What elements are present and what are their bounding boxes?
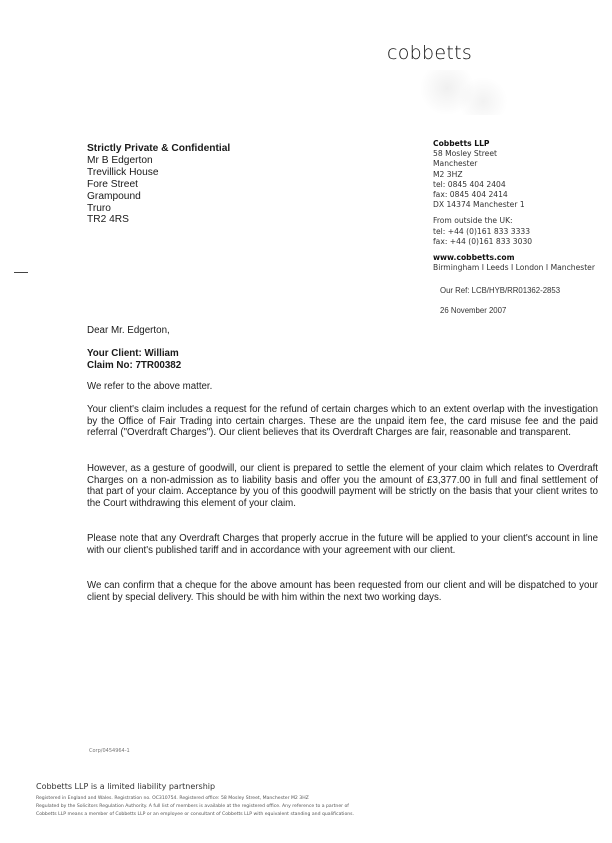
recipient-line: Trevillick House (87, 166, 159, 178)
outside-uk-label: From outside the UK: (433, 216, 513, 226)
firm-offices: Birmingham I Leeds I London I Manchester (433, 263, 595, 273)
firm-intl-fax: fax: +44 (0)161 833 3030 (433, 236, 533, 246)
confidential-label: Strictly Private & Confidential (87, 143, 231, 154)
letter-date: 26 November 2007 (440, 306, 507, 315)
recipient-address-block (87, 143, 230, 226)
firm-name: Cobbetts LLP (433, 139, 490, 148)
firm-dx: DX 14374 Manchester 1 (433, 200, 525, 210)
body-paragraph: However, as a gesture of goodwill, our client is prepared to settle the element of your claim which relates to Overdraft Charges on a non-admission as to liability basis and offer you the amount of £3,377.00 in full and final settlement of that part of your claim. Acceptance by you of this goodwill payment will be strictly on the basis that your client writes to the Court withdrawing this element of your claim. (87, 463, 598, 509)
recipient-line: Mr B Edgerton (87, 154, 153, 166)
recipient-line: Grampound (87, 190, 141, 202)
recipient-line: TR2 4RS (87, 214, 129, 226)
cobbetts-logo: cobbetts (387, 42, 473, 64)
client-reference-block (87, 348, 181, 372)
firm-fax: fax: 0845 404 2414 (433, 190, 508, 200)
footer-legal-line: Regulated by the Solicitors Regulation Authority. A full list of members is available at the registered office. Any reference to a partner of (36, 804, 349, 809)
firm-website: www.cobbetts.com (433, 253, 515, 263)
corporate-reference: Corp/0454964-1 (89, 748, 130, 754)
footer-title: Cobbetts LLP is a limited liability partnership (36, 782, 216, 791)
scan-speckle-decoration (420, 70, 510, 115)
claim-number-heading: Claim No: 7TR00382 (87, 359, 182, 371)
recipient-line: Truro (87, 202, 111, 214)
firm-intl-tel: tel: +44 (0)161 833 3333 (433, 226, 531, 236)
firm-address-line: M2 3HZ (433, 169, 463, 179)
firm-contact-block (433, 139, 595, 273)
salutation: Dear Mr. Edgerton, (87, 325, 170, 336)
your-client-heading: Your Client: William (87, 348, 179, 359)
body-paragraph: We can confirm that a cheque for the above amount has been requested from our client and will be dispatched to your client by special delivery. This should be with him within the next two working days. (87, 580, 598, 603)
body-paragraph: We refer to the above matter. (87, 381, 213, 392)
footer-legal-line: Cobbetts LLP means a member of Cobbetts LLP or an employee or consultant of Cobbetts LLP with equivalent standing and qualifications. (36, 812, 355, 817)
footer-legal-line: Registered in England and Wales. Registration no. OC310754. Registered office: 58 Mosley Street, Manchester M2 3HZ (36, 796, 309, 801)
firm-address-line: Manchester (433, 159, 478, 169)
fold-margin-mark (14, 272, 28, 273)
our-reference: Our Ref: LCB/HYB/RR01362-2853 (440, 286, 561, 295)
firm-tel: tel: 0845 404 2404 (433, 179, 506, 189)
body-paragraph: Please note that any Overdraft Charges that properly accrue in the future will be applied to your client's account in line with our client's published tariff and in accordance with your agreement with our client. (87, 533, 598, 556)
firm-address-line: 58 Mosley Street (433, 149, 497, 159)
recipient-line: Fore Street (87, 178, 138, 190)
body-paragraph: Your client's claim includes a request for the refund of certain charges which to an extent overlap with the investigation by the Office of Fair Trading into certain charges. These are the unpaid item fee, the card misuse fee and the paid referral ("Overdraft Charges"). Our client believes that its Overdraft Charges are fair, reasonable and transparent. (87, 404, 598, 439)
